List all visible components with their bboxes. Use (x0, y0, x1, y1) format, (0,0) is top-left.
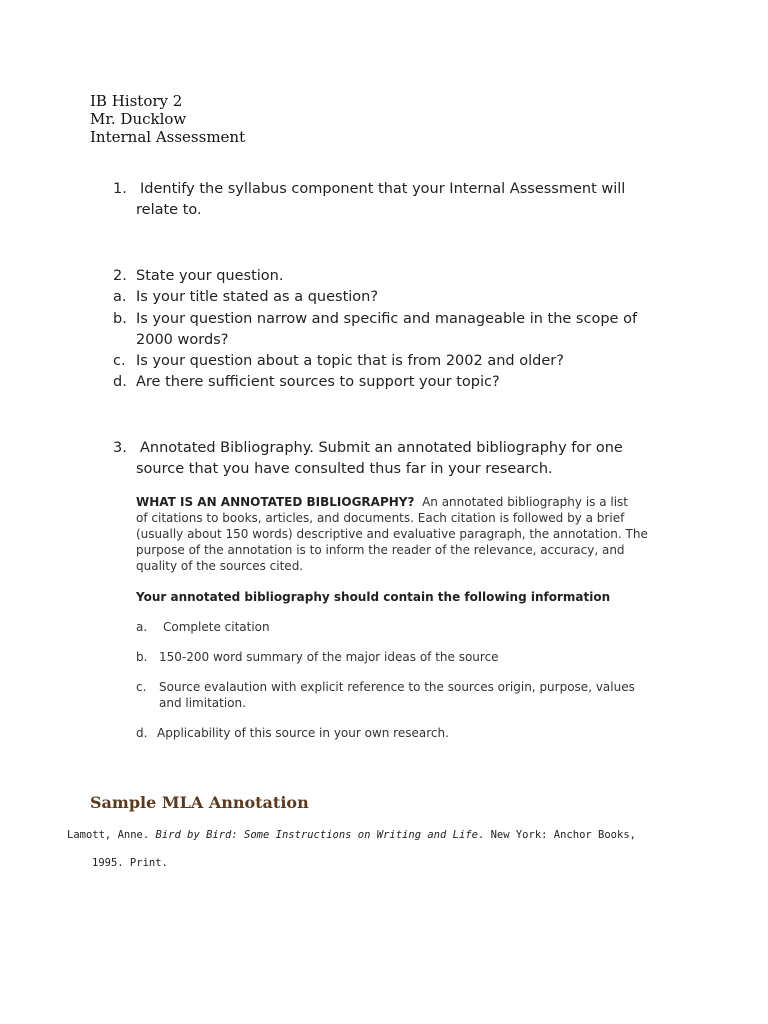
course-title: IB History 2 (90, 92, 183, 110)
item-text-cont: and limitation. (159, 696, 246, 710)
definition-line: of citations to books, articles, and documents. Each citation is followed by a brief (136, 511, 625, 525)
q2-text: State your question. (136, 268, 284, 284)
definition-text: An annotated bibliography is a list (422, 495, 629, 509)
definition-line: purpose of the annotation is to inform the reader of the relevance, accuracy, and (136, 543, 625, 557)
q2-sub-text: Is your question about a topic that is from 2002 and older? (136, 353, 564, 369)
item-text: Complete citation (163, 620, 270, 634)
item-text: 150-200 word summary of the major ideas of the source (159, 650, 499, 664)
q2-sub-text-cont: 2000 words? (136, 332, 229, 348)
definition-line1 (136, 495, 628, 509)
q1-number: 1. (113, 181, 127, 197)
item-letter: b. (136, 650, 148, 664)
citation-line2: 1995. Print. (92, 857, 168, 869)
q1-line1: Identify the syllabus component that your Internal Assessment will (140, 181, 626, 197)
item-letter: a. (136, 620, 148, 634)
q3-number: 3. (113, 440, 127, 456)
definition-heading: WHAT IS AN ANNOTATED BIBLIOGRAPHY? (136, 495, 415, 509)
teacher-name: Mr. Ducklow (90, 110, 187, 128)
q2-sub-text: Is your question narrow and specific and manageable in the scope of (136, 311, 638, 327)
item-text: Source evalaution with explicit reference to the sources origin, purpose, values (159, 680, 635, 694)
q2-sub-letter: d. (113, 374, 127, 390)
q3-line1: Annotated Bibliography. Submit an annotated bibliography for one (140, 440, 623, 456)
q2-number: 2. (113, 268, 127, 284)
definition-line: quality of the sources cited. (136, 559, 304, 573)
q2-sub-text: Are there sufficient sources to support your topic? (136, 374, 500, 390)
item-text: Applicability of this source in your own research. (157, 726, 449, 740)
q2-sub-letter: a. (113, 289, 127, 305)
citation-publisher: . New York: Anchor Books, (477, 829, 636, 841)
contain-heading: Your annotated bibliography should contain the following information (136, 590, 611, 604)
q3-line2: source that you have consulted thus far in your research. (136, 461, 553, 477)
q2-sub-text: Is your title stated as a question? (136, 289, 379, 305)
citation-author: Lamott, Anne. (67, 829, 150, 841)
q2-sub-letter: b. (113, 311, 127, 327)
assignment-title: Internal Assessment (90, 128, 246, 146)
citation-line1 (67, 829, 636, 841)
citation-title: Bird by Bird: Some Instructions on Writing and Life (155, 829, 478, 841)
item-letter: d. (136, 726, 148, 740)
sample-heading: Sample MLA Annotation (90, 793, 309, 812)
item-letter: c. (136, 680, 147, 694)
q1-line2: relate to. (136, 202, 202, 218)
q2-sub-letter: c. (113, 353, 126, 369)
definition-line: (usually about 150 words) descriptive and evaluative paragraph, the annotation. The (136, 527, 648, 541)
